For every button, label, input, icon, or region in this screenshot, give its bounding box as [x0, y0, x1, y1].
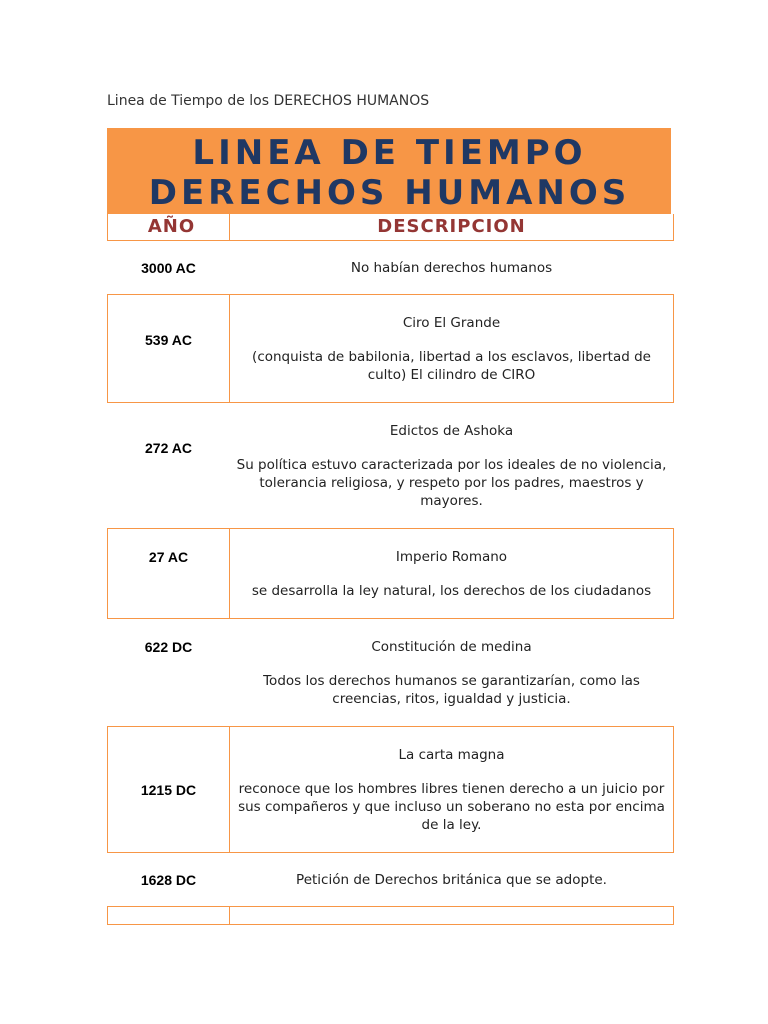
row-title: Ciro El Grande — [402, 314, 501, 331]
row-description — [230, 907, 674, 925]
row-text: reconoce que los hombres libres tienen derecho a un juicio por sus compañeros y que incluso un soberano no esta por encima de la ley. — [238, 780, 665, 833]
row-title: Imperio Romano — [395, 548, 508, 565]
banner-line-1: LINEA DE TIEMPO — [192, 133, 587, 173]
row-text: se desarrolla la ley natural, los derechos de los ciudadanos — [251, 582, 652, 599]
table-row — [108, 295, 674, 403]
table-header-row — [108, 214, 674, 241]
row-text: Todos los derechos humanos se garantizarían, como las creencias, ritos, igualdad y justicia. — [263, 673, 640, 707]
row-title: Edictos de Ashoka — [389, 422, 514, 439]
row-title: La carta magna — [398, 746, 505, 763]
header-description: DESCRIPCION — [230, 214, 674, 241]
row-title: No habían derechos humanos — [350, 259, 553, 276]
row-title: Petición de Derechos británica que se adopte. — [296, 871, 607, 888]
row-description — [230, 529, 674, 619]
row-description — [230, 295, 674, 403]
row-year: 622 DC — [144, 639, 193, 655]
timeline-table — [107, 214, 674, 925]
row-description — [230, 403, 674, 529]
row-year: 1628 DC — [140, 871, 197, 888]
row-year: 3000 AC — [141, 259, 196, 276]
table-row — [108, 403, 674, 529]
table-row — [108, 241, 674, 295]
header-year: AÑO — [108, 214, 230, 241]
table-row — [108, 727, 674, 853]
row-text: (conquista de babilonia, libertad a los esclavos, libertad de culto) El cilindro de CIRO — [252, 348, 651, 383]
table-row — [108, 529, 674, 619]
timeline-banner — [107, 128, 671, 214]
table-row-empty — [108, 907, 674, 925]
row-year: 539 AC — [108, 295, 230, 403]
row-description — [230, 853, 674, 907]
row-year: 27 AC — [108, 529, 230, 619]
row-title: Constitución de medina — [371, 639, 532, 655]
row-description — [230, 241, 674, 295]
row-year: 272 AC — [145, 440, 192, 456]
table-row — [108, 853, 674, 907]
table-row — [108, 619, 674, 727]
row-text: Su política estuvo caracterizada por los ideales de no violencia, tolerancia religiosa, y respeto por los padres, maestros y mayores. — [236, 456, 667, 509]
banner-line-2: DERECHOS HUMANOS — [148, 173, 631, 213]
document-title: Linea de Tiempo de los DERECHOS HUMANOS — [107, 93, 430, 109]
row-year — [108, 907, 230, 925]
row-description — [230, 619, 674, 727]
row-description — [230, 727, 674, 853]
row-year: 1215 DC — [108, 727, 230, 853]
